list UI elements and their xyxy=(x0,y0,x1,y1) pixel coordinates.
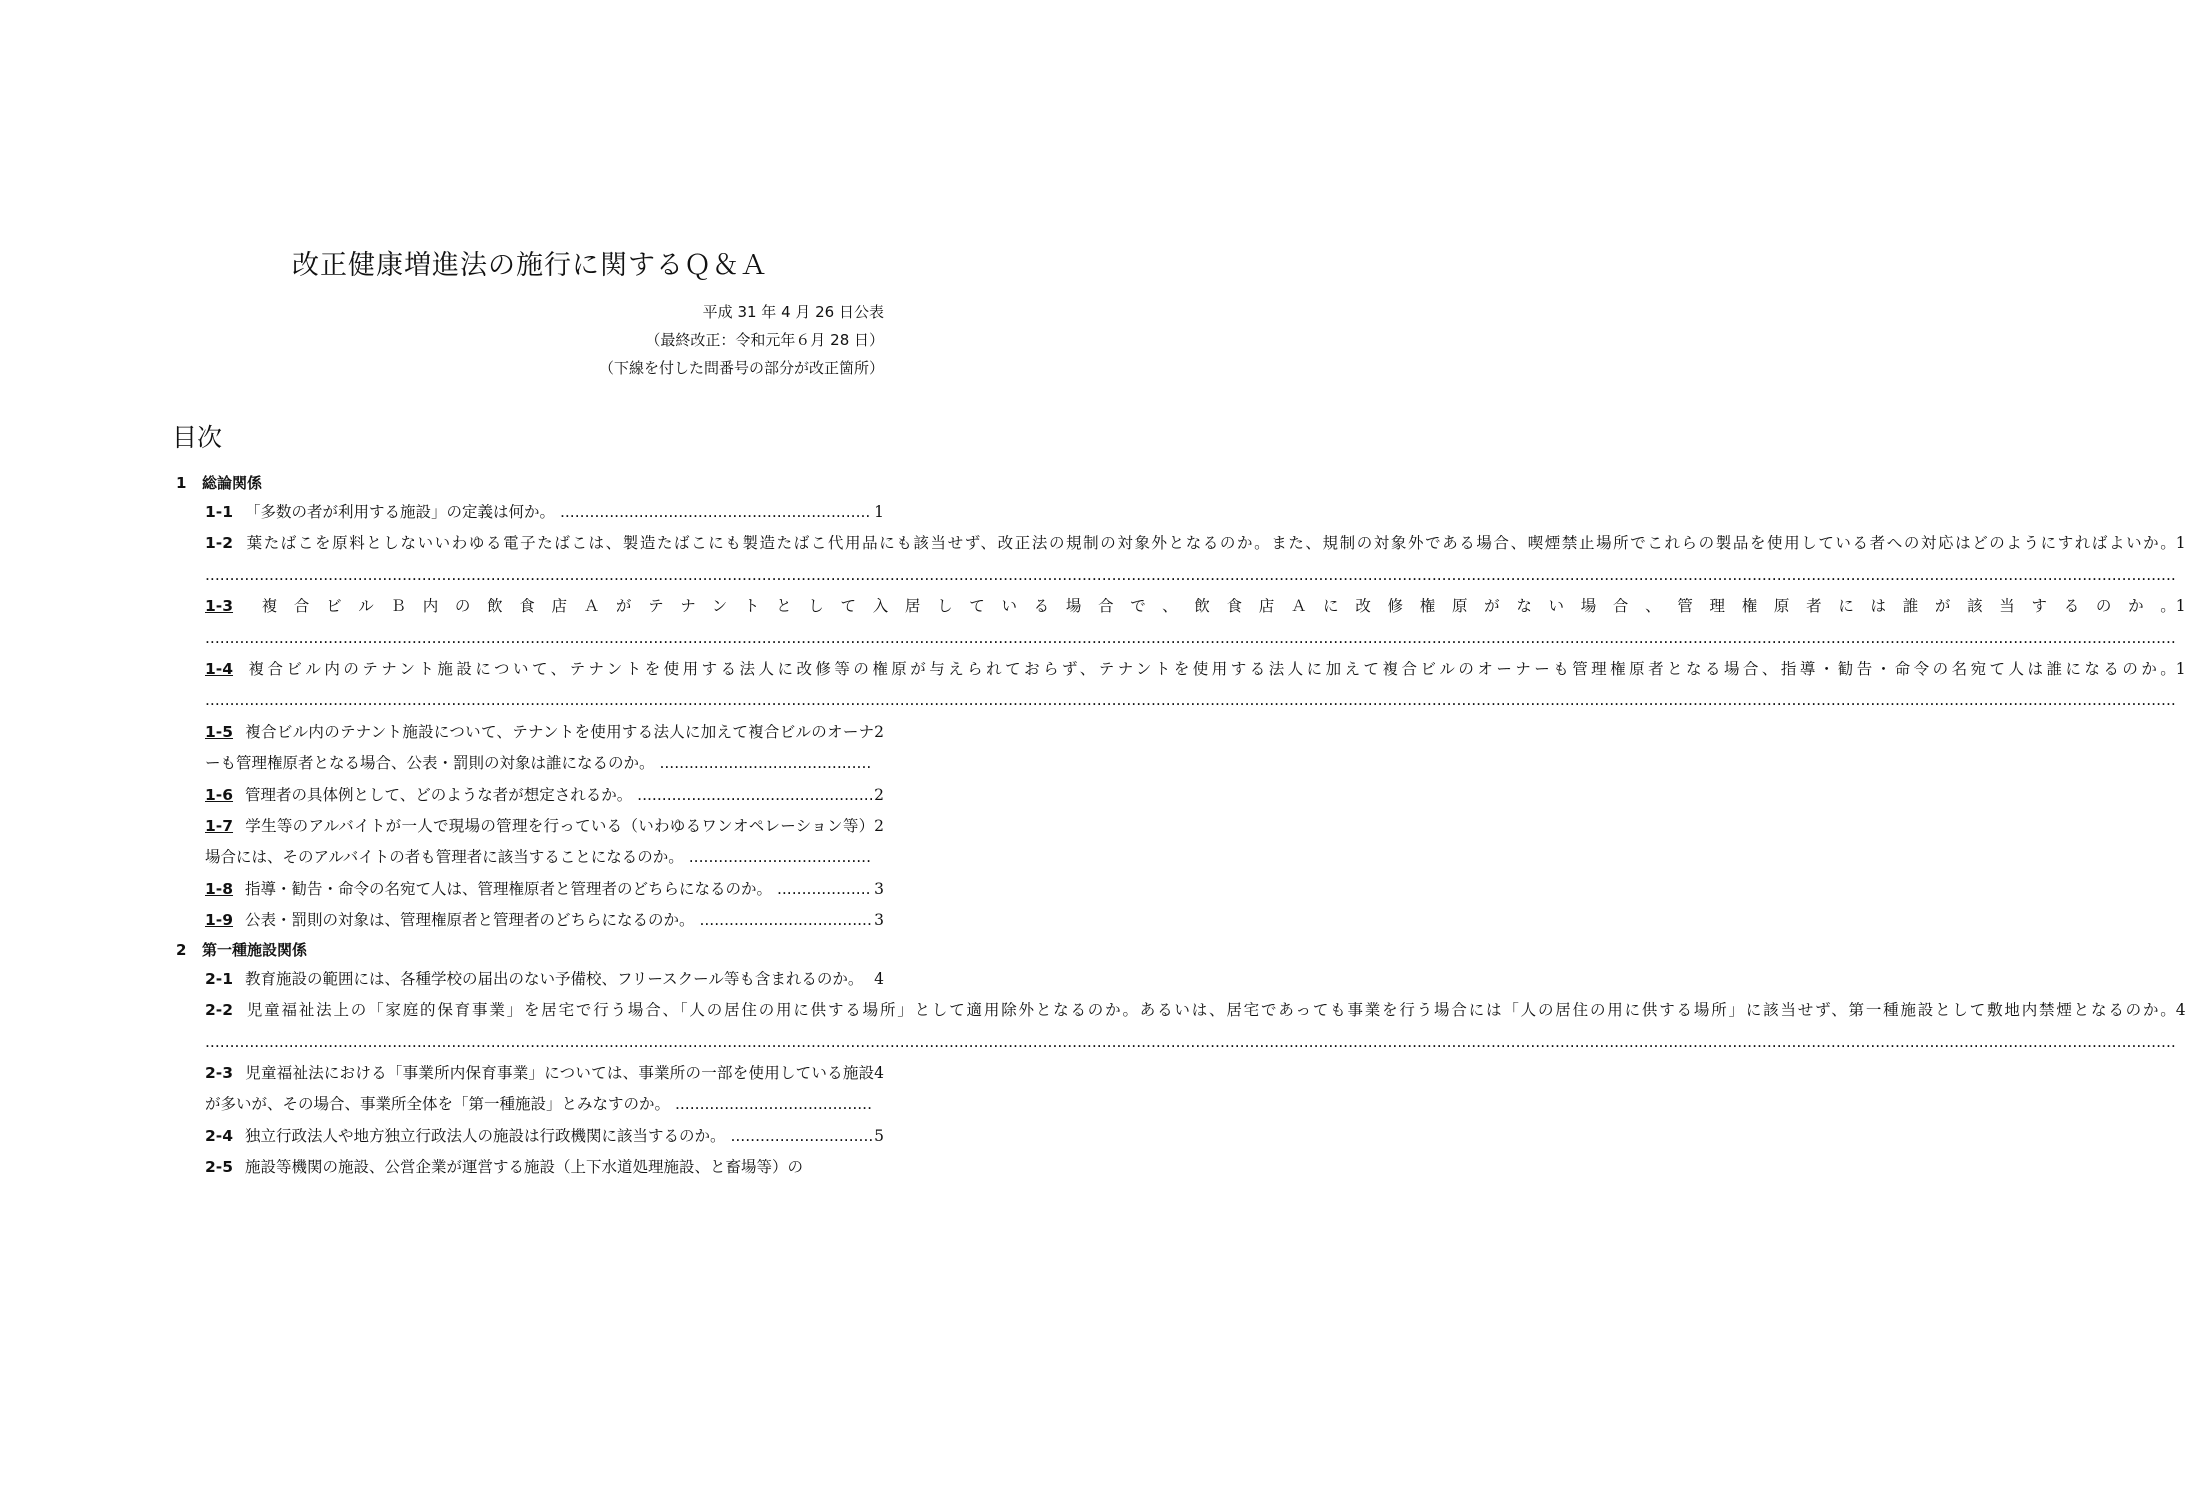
page-number: 2 xyxy=(874,817,884,836)
question-number: 1-5 xyxy=(205,722,234,741)
toc-item-1-6[interactable] xyxy=(205,780,884,811)
published-date: 平成 31 年 4 月 26 日公表 xyxy=(702,303,884,321)
toc-item-1-7[interactable] xyxy=(205,811,884,874)
leader-dots: ................................................................................................................................................................................................................................................................................................................................................................................................................ xyxy=(205,1032,2176,1051)
toc-item-2-4[interactable] xyxy=(205,1121,884,1152)
toc-section-1 xyxy=(172,470,884,497)
revision-note: （下線を付した問番号の部分が改正箇所） xyxy=(598,359,884,377)
page-number: 4 xyxy=(2175,1001,2186,1020)
question-text: 指導・勧告・命令の名宛て人は、管理権原者と管理者のどちらになるのか。 xyxy=(245,879,773,898)
toc-item-1-5[interactable] xyxy=(205,717,884,780)
question-text: 教育施設の範囲には、各種学校の届出のない予備校、フリースクール等も含まれるのか。 xyxy=(245,969,864,988)
question-number: 1-1 xyxy=(205,503,234,521)
toc-item-1-1[interactable] xyxy=(205,497,884,528)
question-number: 1-2 xyxy=(205,534,234,553)
question-text: 公表・罰則の対象は、管理権原者と管理者のどちらになるのか。 xyxy=(245,911,695,930)
leader-dots: ................... xyxy=(772,879,871,898)
table-of-contents xyxy=(172,470,2186,1184)
toc-item-1-3[interactable] xyxy=(205,591,2186,654)
page-number: 3 xyxy=(874,911,884,930)
section-number: 1 xyxy=(176,474,187,492)
toc-item-2-5[interactable] xyxy=(205,1152,884,1183)
section-title: 第一種施設関係 xyxy=(202,940,308,959)
toc-item-2-2[interactable] xyxy=(205,995,2186,1058)
toc-item-2-1[interactable] xyxy=(205,964,884,995)
toc-item-1-8[interactable] xyxy=(205,874,884,905)
question-number: 2-5 xyxy=(205,1158,234,1177)
page-number: 4 xyxy=(874,1063,884,1082)
document-title: 改正健康増進法の施行に関するＱ＆Ａ xyxy=(292,250,768,281)
question-number: 2-4 xyxy=(205,1126,234,1145)
question-number: 1-6 xyxy=(205,785,234,804)
section-number: 2 xyxy=(176,940,187,959)
toc-item-1-2[interactable] xyxy=(205,528,2186,591)
leader-dots: ................................................................................................................................................................................................................................................................................................................................................................................................................ xyxy=(205,691,2176,710)
toc-item-1-4[interactable] xyxy=(205,654,2186,717)
question-number: 2-1 xyxy=(205,969,234,988)
leader-dots: ..................................... xyxy=(683,848,872,867)
leader-dots: ................................... xyxy=(694,911,872,930)
page-number: 5 xyxy=(874,1126,884,1145)
page-number: 1 xyxy=(874,503,884,521)
toc-section-2 xyxy=(172,937,884,964)
question-number: 2-3 xyxy=(205,1063,234,1082)
question-text: 児童福祉法における「事業所内保育事業」については、事業所の一部を使用している施設が多いが、その場合、事業所全体を「第一種施設」とみなすのか。 xyxy=(205,1063,875,1114)
page-number: 3 xyxy=(874,879,884,898)
leader-dots: ................................................................................................................................................................................................................................................................................................................................................................................................................ xyxy=(205,565,2176,584)
question-number: 1-7 xyxy=(205,817,234,836)
question-text: 「多数の者が利用する施設」の定義は何か。 xyxy=(245,503,556,521)
question-text: 学生等のアルバイトが一人で現場の管理を行っている（いわゆるワンオペレーション等）場合には、そのアルバイトの者も管理者に該当することになるのか。 xyxy=(205,817,875,867)
document-meta xyxy=(284,298,884,382)
toc-heading: 目次 xyxy=(172,423,223,452)
question-number: 1-9 xyxy=(205,911,234,930)
question-text: 葉たばこを原料としないいわゆる電子たばこは、製造たばこにも製造たばこ代用品にも該当せず、改正法の規制の対象外となるのか。また、規制の対象外である場合、喫煙禁止場所でこれらの製品を使用している者への対応はどのようにすればよいか。 xyxy=(245,534,2176,553)
question-text: 複合ビル内のテナント施設について、テナントを使用する法人に加えて複合ビルのオーナーも管理権原者となる場合、公表・罰則の対象は誰になるのか。 xyxy=(205,722,875,773)
toc-item-2-3[interactable] xyxy=(205,1058,884,1121)
question-number: 2-2 xyxy=(205,1001,234,1020)
leader-dots: ................................................................................................................................................................................................................................................................................................................................................................................................................ xyxy=(205,628,2176,647)
revision-date: （最終改正：令和元年６月 28 日） xyxy=(645,331,884,349)
page-number: 1 xyxy=(2175,597,2186,616)
toc-item-1-9[interactable] xyxy=(205,905,884,936)
leader-dots: ............................................................... xyxy=(555,503,871,521)
page-number: 1 xyxy=(2175,660,2186,679)
question-text: 児童福祉法上の「家庭的保育事業」を居宅で行う場合、「人の居住の用に供する場所」として適用除外となるのか。あるいは、居宅であっても事業を行う場合には「人の居住の用に供する場所」に該当せず、第一種施設として敷地内禁煙となるのか。 xyxy=(245,1001,2176,1020)
question-text: 施設等機関の施設、公営企業が運営する施設（上下水道処理施設、と畜場等）の xyxy=(245,1158,804,1177)
question-text: 管理者の具体例として、どのような者が想定されるか。 xyxy=(245,785,633,804)
leader-dots: ............................. xyxy=(725,1126,874,1145)
page-number: 1 xyxy=(2175,534,2186,553)
question-number: 1-4 xyxy=(205,660,234,679)
leader-dots: ........................................ xyxy=(670,1095,873,1114)
question-number: 1-8 xyxy=(205,879,234,898)
question-number: 1-3 xyxy=(205,597,234,616)
question-text: 複合ビルＢ内の飲食店Ａがテナントとして入居している場合で、飲食店Ａに改修権原がない場合、管理権原者には誰が該当するのか。 xyxy=(245,597,2176,616)
section-title: 総論関係 xyxy=(202,474,263,492)
leader-dots: ................................................ xyxy=(632,785,874,804)
page-number: 2 xyxy=(874,785,884,804)
question-text: 独立行政法人や地方独立行政法人の施設は行政機関に該当するのか。 xyxy=(245,1126,726,1145)
page-number: 4 xyxy=(874,969,884,988)
leader-dots: ........................................... xyxy=(654,754,872,773)
question-text: 複合ビル内のテナント施設について、テナントを使用する法人に改修等の権原が与えられておらず、テナントを使用する法人に加えて複合ビルのオーナーも管理権原者となる場合、指導・勧告・命令の名宛て人は誰になるのか。 xyxy=(245,660,2176,679)
page-number: 2 xyxy=(874,722,884,741)
